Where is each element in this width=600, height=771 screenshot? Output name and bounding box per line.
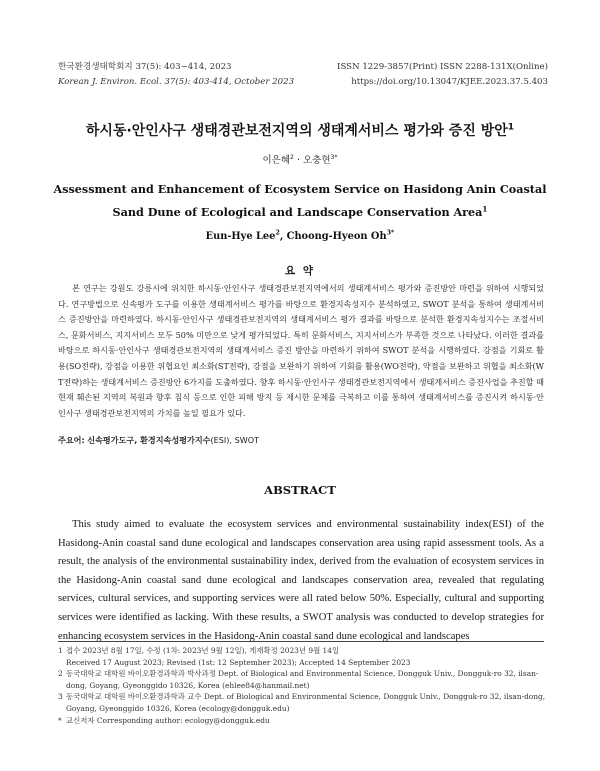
journal-citation [58, 60, 294, 90]
doi-link[interactable]: https://doi.org/10.13047/KJEE.2023.37.5.403 [351, 77, 548, 87]
abstract-en-heading: ABSTRACT [264, 483, 336, 497]
paper-title-ko-text: 하시동·안인사구 생태경관보전지역의 생태계서비스 평가와 증진 방안 [85, 123, 508, 139]
author-ko-1: 이은혜 [262, 155, 290, 166]
footnote-item [58, 668, 548, 691]
keywords-ko-label: 주요어: [58, 435, 85, 445]
paper-title-en-text: Assessment and Enhancement of Ecosystem Service on Hasidong Anin Coastal Sand Dune of Ecological and Landscape Conservation Area [53, 182, 547, 219]
author-ko-2-affiliation-mark[interactable]: 3* [330, 153, 338, 161]
author-en-1-affiliation-mark[interactable]: 2 [275, 228, 280, 237]
paper-title-en [50, 178, 550, 224]
footnotes [58, 645, 548, 726]
footnote-text: 동국대학교 대학원 바이오환경과학과 박사과정 Dept. of Biological and Environmental Science, Dongguk Univ., Dongguk-ro 32, ilsan-dong, Goyang, Gyeonggido 10326, Korea (ehlee84@hanmail.net) [66, 669, 539, 690]
paper-title-ko [0, 120, 600, 140]
footnote-number: 1 [58, 646, 63, 655]
author-separator-ko: · [293, 155, 303, 166]
paper-title-en-footnote-mark[interactable]: 1 [482, 204, 488, 214]
abstract-ko-heading: 요 약 [285, 265, 315, 277]
paper-title-ko-footnote-mark[interactable]: 1 [507, 122, 515, 133]
author-separator-en: , [279, 231, 287, 242]
abstract-ko-body: 본 연구는 강원도 강릉시에 위치한 하시동·안인사구 생태경관보전지역에서의 생태계서비스 평가와 증진방안 마련을 위하여 시행되었다. 연구방법으로 신속평가 도구를 이용한 생태계서비스 평가를 바탕으로 환경지속성지수 분석하였고, SWOT 분석을 통하여 생태계서비스 증진방안을 마련하였다. 하시동·안인사구 생태경관보전지역의 생태계서비스 평가 결과를 바탕으로 분석한 환경지속성지수는 조절서비스, 문화서비스, 지지서비스 모두 50% 미만으로 낮게 평가되었다. 특히 문화서비스, 지지서비스가 부족한 것으로 나타났다. 이러한 결과를 바탕으로 하시동·안인사구 생태경관보전지역의 생태계서비스 증진 방안을 마련하기 위하여 SWOT 분석을 시행하였다. 강점을 기회로 활용(SO전략), 강점을 이용한 위협요인 최소화(ST전략), 강점을 보완하기 위하여 기회를 활용(WO전략), 약점을 보완하고 위협을 최소화(WT전략)하는 생태계서비스 증진방안 6가지를 도출하였다. 향후 하시동·안인사구 생태경관보전지역에서 생태계서비스 증진사업을 추진할 때 현재 훼손된 지역의 복원과 향후 침식 등으로 인한 피해 방지 등 제시한 문제를 극복하고 이를 통하여 생태계서비스를 증진시켜 하시동·안인사구 생태경관보전지역의 가치를 높일 필요가 있다. [58, 283, 544, 418]
footnote-item [58, 645, 548, 657]
footnote-text: 동국대학교 대학원 바이오환경과학과 교수 Dept. of Biological and Environmental Science, Dongguk Univ., Dongguk-ro 32, ilsan-dong, Goyang, Gyeonggido 10326, Korea (ecology@dongguk.edu) [66, 692, 546, 713]
journal-citation-en: Korean J. Environ. Ecol. 37(5): 403-414, October 2023 [58, 77, 295, 87]
journal-identifiers [337, 60, 548, 90]
footnote-item [58, 657, 548, 669]
footnote-item [58, 715, 548, 727]
issn-text: ISSN 1229-3857(Print) ISSN 2288-131X(Online) [337, 62, 548, 72]
abstract-en-body: This study aimed to evaluate the ecosystem services and environmental sustainability index(ESI) of the Hasidong-Anin coastal sand dune ecological and landscapes conservation area using rapid assessment tools. As a result, the analysis of the environmental sustainability index, derived from the evaluation of ecosystem services in the Hasidong-Anin coastal sand dune ecological and landscapes conservation area, revealed that regulating services, cultural services, and supporting services were all rated below 50%. Especially, cultural and supporting services were identified as lacking. With these results, a SWOT analysis was conducted to develop strategies for enhancing ecosystem services in the Hasidong-Anin coastal sand dune ecological and landscapes [58, 519, 544, 642]
author-list-ko [0, 152, 600, 166]
keywords-ko-bold: 신속평가도구, 환경지속성평가지수 [87, 435, 211, 445]
footnote-text: 교신저자 Corresponding author: ecology@dongguk.edu [66, 715, 270, 725]
author-en-1: Eun-Hye Lee [205, 231, 276, 242]
footnote-item [58, 691, 548, 714]
footnote-text: Received 17 August 2023; Revised (1st: 12 September 2023); Accepted 14 September 2023 [66, 657, 411, 667]
footnote-text: 접수 2023년 8월 17일, 수정 (1차: 2023년 9월 12일), 게재확정 2023년 9월 14일 [66, 646, 340, 655]
author-list-en [0, 228, 600, 242]
footnote-number: * [58, 715, 62, 725]
keywords-ko [58, 435, 544, 446]
author-en-2: Choong-Hyeon Oh [286, 231, 387, 242]
footnote-divider [58, 641, 544, 642]
author-ko-1-affiliation-mark[interactable]: 2 [290, 153, 294, 161]
footnote-number [58, 657, 66, 669]
author-ko-2: 오충현 [302, 155, 331, 166]
journal-citation-ko: 한국환경생태학회지 37(5): 403~414, 2023 [58, 62, 232, 72]
keywords-ko-rest: (ESI), SWOT [210, 435, 260, 445]
footnote-number: 3 [58, 692, 63, 702]
footnote-number: 2 [58, 669, 63, 679]
author-en-2-affiliation-mark[interactable]: 3* [386, 228, 395, 237]
